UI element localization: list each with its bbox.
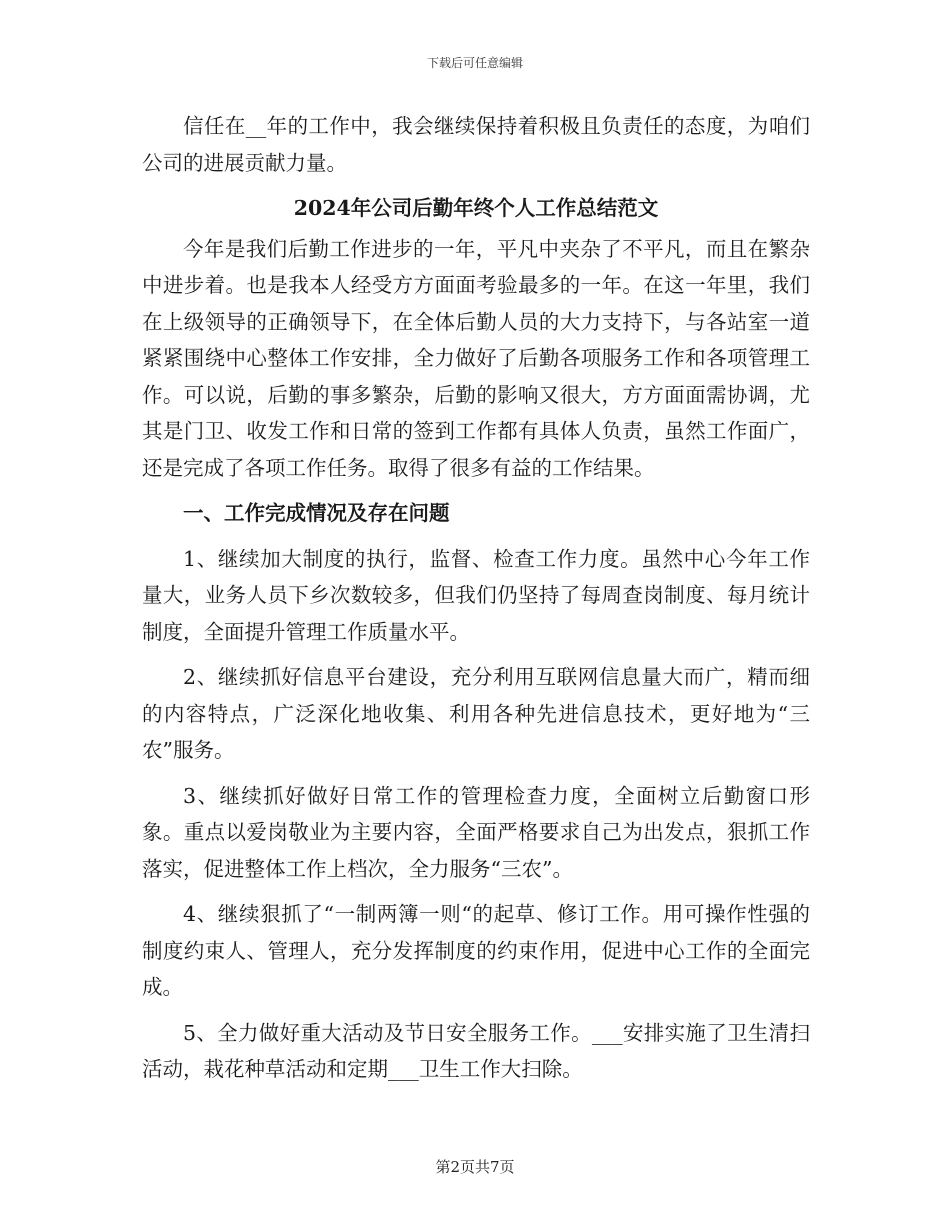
intro-paragraph: 信任在__年的工作中，我会继续保持着积极且负责任的态度，为咱们公司的进展贡献力量。 <box>142 114 810 175</box>
header-note: 下载后可任意编辑 <box>426 56 523 70</box>
document-body <box>142 108 810 1097</box>
document-title: 2024年公司后勤年终个人工作总结范文 <box>293 196 659 220</box>
list-item-3: 3、继续抓好做好日常工作的管理检查力度，全面树立后勤窗口形象。重点以爱岗敬业为主要内容，全面严格要求自己为出发点，狠抓工作落实，促进整体工作上档次，全力服务“三农”。 <box>142 783 810 881</box>
list-item-5: 5、全力做好重大活动及节日安全服务工作。___安排实施了卫生清扫活动，栽花种草活动和定期___卫生工作大扫除。 <box>142 1020 810 1081</box>
body-paragraph-1: 今年是我们后勤工作进步的一年，平凡中夹杂了不平凡，而且在繁杂中进步着。也是我本人经受方方面面考验最多的一年。在这一年里，我们在上级领导的正确领导下，在全体后勤人员的大力支持下，与各站室一道紧紧围绕中心整体工作安排，全力做好了后勤各项服务工作和各项管理工作。可以说，后勤的事多繁杂，后勤的影响又很大，方方面面需协调，尤其是门卫、收发工作和日常的签到工作都有具体人负责，虽然工作面广，还是完成了各项工作任务。取得了很多有益的工作结果。 <box>142 236 810 480</box>
list-item-2: 2、继续抓好信息平台建设，充分利用互联网信息量大而广，精而细的内容特点，广泛深化地收集、利用各种先进信息技术，更好地为“三农”服务。 <box>142 665 810 762</box>
list-item-1: 1、继续加大制度的执行，监督、检查工作力度。虽然中心今年工作量大，业务人员下乡次数较多，但我们仍坚持了每周查岗制度、每月统计制度，全面提升管理工作质量水平。 <box>142 546 810 644</box>
section-heading-1: 一、工作完成情况及存在问题 <box>183 501 450 525</box>
list-item-4: 4、继续狠抓了“一制两簿一则“的起草、修订工作。用可操作性强的制度约束人、管理人，充分发挥制度的约束作用，促进中心工作的全面完成。 <box>142 902 810 999</box>
page-number: 第2页共7页 <box>435 1158 515 1176</box>
